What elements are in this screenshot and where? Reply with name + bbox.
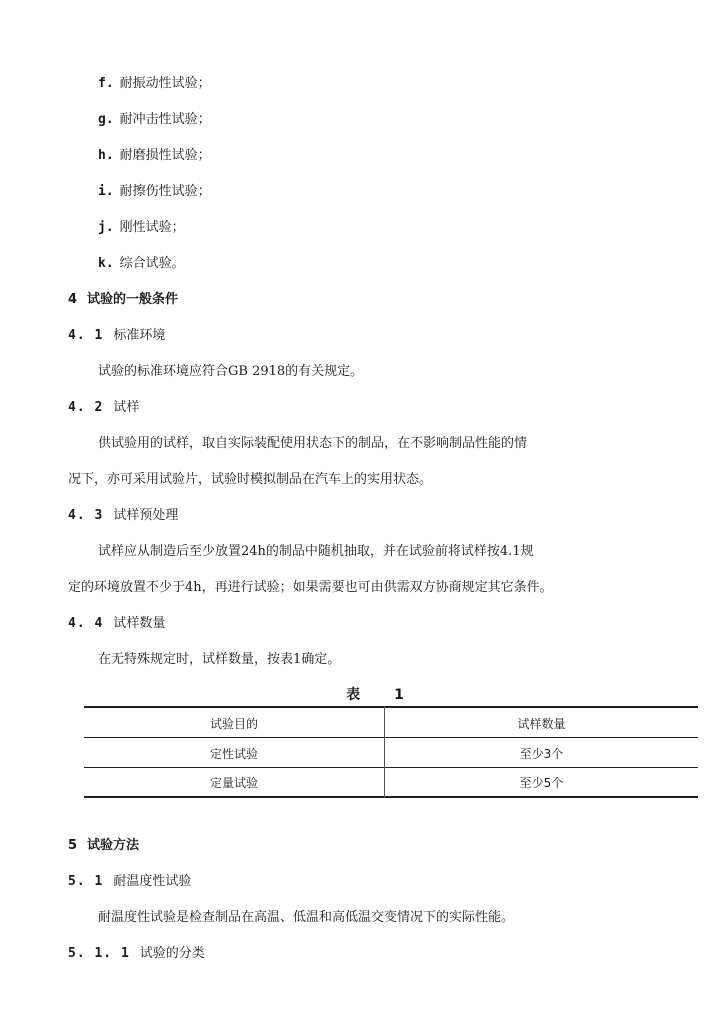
table-cell: 定量试验 [209, 776, 258, 790]
subsection-heading: 4. 2 试样 [68, 400, 140, 415]
list-item: f. 耐振动性试验； [98, 76, 211, 91]
section-heading: 4 试验的一般条件 [68, 292, 179, 307]
table-top-rule [84, 706, 698, 708]
subsection-heading: 4. 1 标准环境 [68, 328, 166, 343]
list-item: i. 耐擦伤性试验； [98, 184, 211, 199]
subsection-heading: 5. 1 耐温度性试验 [68, 874, 192, 889]
paragraph: 耐温度性试验是检查制品在高温、低温和高低温交变情况下的实际性能。 [98, 910, 515, 925]
subsection-heading: 4. 3 试样预处理 [68, 508, 179, 523]
subsection-heading: 5. 1. 1 试验的分类 [68, 946, 205, 961]
paragraph: 试样应从制造后至少放置24h的制品中随机抽取，并在试验前将试样按4.1规 [98, 544, 534, 559]
paragraph: 况下，亦可采用试验片，试验时模拟制品在汽车上的实用状态。 [68, 472, 433, 487]
data-table [84, 706, 698, 798]
table-cell: 至少5个 [519, 776, 564, 790]
table-header-quantity: 试样数量 [517, 717, 566, 731]
table-caption: 表 1 [346, 687, 408, 703]
list-item: j. 刚性试验； [98, 220, 185, 235]
list-item: g. 耐冲击性试验； [98, 112, 211, 127]
paragraph: 定的环境放置不少于4h，再进行试验；如果需要也可由供需双方协商规定其它条件。 [68, 580, 553, 595]
list-item: k. 综合试验。 [98, 256, 185, 271]
paragraph: 试验的标准环境应符合GB 2918的有关规定。 [98, 364, 364, 379]
section-heading: 5 试验方法 [68, 838, 140, 853]
paragraph: 在无特殊规定时，试样数量，按表1确定。 [98, 652, 341, 667]
table-bottom-rule [84, 796, 698, 798]
table-header-purpose: 试验目的 [209, 717, 258, 731]
list-item: h. 耐磨损性试验； [98, 148, 211, 163]
subsection-heading: 4. 4 试样数量 [68, 616, 166, 631]
table-cell: 定性试验 [209, 747, 258, 761]
paragraph: 供试验用的试样，取自实际装配使用状态下的制品，在不影响制品性能的情 [98, 436, 528, 451]
table-cell: 至少3个 [519, 747, 564, 761]
table-row-rule [84, 767, 698, 768]
table-header-rule [84, 737, 698, 738]
